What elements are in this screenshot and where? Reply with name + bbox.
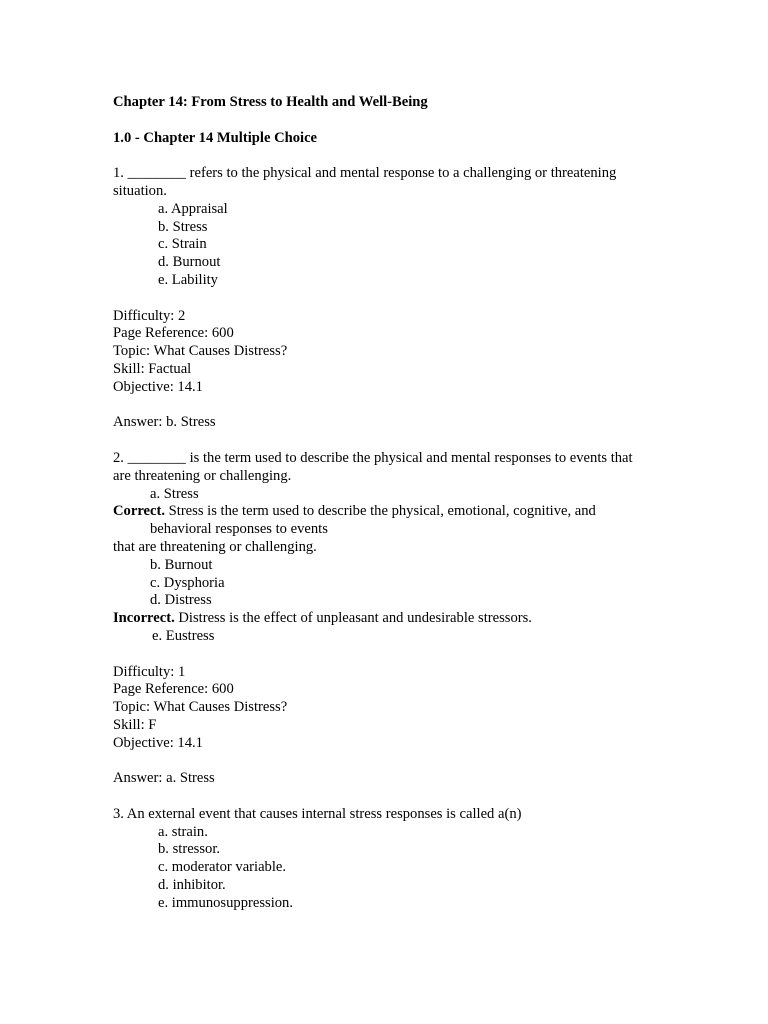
question-2 [113,450,658,788]
question-2-topic: Topic: What Causes Distress? [113,699,288,716]
question-2-objective: Objective: 14.1 [113,734,203,751]
incorrect-label: Incorrect. [113,610,175,627]
question-3-option-c: c. moderator variable. [158,859,287,876]
correct-label: Correct. [113,503,165,520]
question-2-difficulty: Difficulty: 1 [113,663,186,680]
question-2-answer: Answer: a. Stress [113,770,215,787]
question-3-stem: 3. An external event that causes internal stress responses is called a(n) [113,805,522,822]
question-1-difficulty: Difficulty: 2 [113,307,186,324]
question-2-page-reference: Page Reference: 600 [113,681,234,698]
question-1-topic: Topic: What Causes Distress? [113,343,288,360]
question-3-option-b: b. stressor. [158,841,221,858]
question-1-page-reference: Page Reference: 600 [113,325,234,342]
question-1-stem: 1. ________ refers to the physical and mental response to a challenging or threatening [113,165,617,182]
incorrect-text: Distress is the effect of unpleasant and undesirable stressors. [178,610,532,627]
question-3-option-d: d. inhibitor. [158,877,226,894]
chapter-title: Chapter 14: From Stress to Health and Well-Being [113,94,428,110]
section-title: 1.0 - Chapter 14 Multiple Choice [113,129,318,146]
document-body [113,94,658,913]
question-2-option-a: a. Stress [150,485,199,502]
question-2-correct-feedback [113,503,658,521]
question-2-option-c: c. Dysphoria [150,574,225,591]
correct-text-cont: behavioral responses to events [150,521,328,538]
question-2-option-b: b. Burnout [150,556,213,573]
question-2-option-e: e. Eustress [152,627,215,644]
question-2-option-d: d. Distress [150,592,212,609]
question-1-option-b: b. Stress [158,218,208,235]
question-1-option-d: d. Burnout [158,254,221,271]
question-3-option-a: a. strain. [158,823,208,840]
correct-text: Stress is the term used to describe the physical, emotional, cognitive, and [168,503,596,520]
question-2-skill: Skill: F [113,716,157,733]
question-1-option-e: e. Lability [158,271,218,288]
question-1 [113,165,658,432]
question-1-objective: Objective: 14.1 [113,378,203,395]
question-1-stem-cont: situation. [113,182,167,199]
question-3 [113,806,658,913]
question-2-stem: 2. ________ is the term used to describe the physical and mental responses to events that [113,449,633,466]
question-1-option-a: a. Appraisal [158,200,228,217]
question-1-skill: Skill: Factual [113,360,192,377]
question-1-answer: Answer: b. Stress [113,414,216,431]
question-2-incorrect-feedback [113,610,658,628]
question-3-option-e: e. immunosuppression. [158,894,293,911]
correct-text-cont-2: that are threatening or challenging. [113,538,317,555]
question-1-option-c: c. Strain [158,236,207,253]
question-2-stem-cont: are threatening or challenging. [113,467,292,484]
